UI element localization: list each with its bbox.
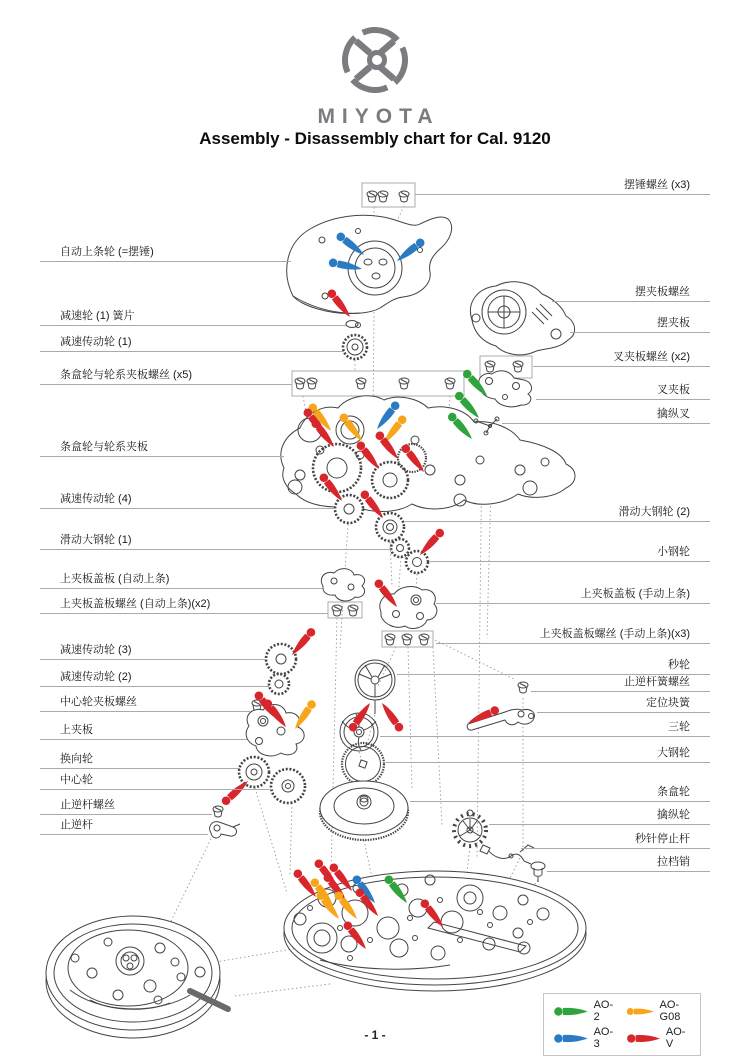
- legend-label: AO-V: [665, 1026, 686, 1050]
- part-label-left: 减速传动轮 (1): [40, 335, 344, 352]
- part-label-right: 止逆杆簧螺丝: [531, 675, 710, 692]
- going-train: [320, 660, 408, 840]
- part-label-right: 擒纵轮: [489, 808, 710, 825]
- part-label-right: 叉夹板螺丝 (x2): [533, 350, 710, 367]
- legend-label: AO-2: [593, 999, 614, 1023]
- part-label-left: 止逆杆螺丝: [40, 798, 212, 815]
- assembled-movement: [46, 916, 228, 1038]
- chart-title: Assembly - Disassembly chart for Cal. 9120: [199, 129, 551, 148]
- part-label-right: 拉档销: [547, 855, 710, 872]
- part-label-right: 三轮: [380, 720, 710, 737]
- part-label-left: 减速传动轮 (4): [40, 492, 336, 509]
- ao-arrow-red: [417, 527, 446, 558]
- part-label-right: 大钢轮: [386, 746, 710, 763]
- part-label-right: 摆锤螺丝 (x3): [415, 178, 710, 195]
- part-label-left: 中心轮夹板螺丝: [40, 695, 251, 712]
- part-label-right: 摆夹板螺丝: [552, 285, 710, 302]
- part-label-right: 秒针停止杆: [521, 832, 710, 849]
- part-label-left: 上夹板盖板 (自动上条): [40, 572, 322, 589]
- part-label-left: 上夹板: [40, 723, 247, 740]
- click-lever: [210, 822, 240, 838]
- part-label-left: 上夹板盖板螺丝 (自动上条)(x2): [40, 597, 328, 614]
- pallet-bridge: [479, 371, 532, 407]
- oil-arrow-icon: [552, 1005, 590, 1018]
- part-label-right: 叉夹板: [536, 383, 710, 400]
- part-label-right: 秒轮: [397, 658, 710, 675]
- balance-bridge: [470, 282, 574, 355]
- reduction-wheel-1: [343, 321, 367, 360]
- part-label-right: 定位块簧: [537, 696, 710, 713]
- part-label-right: 上夹板盖板 (手动上条): [436, 587, 710, 604]
- ao-arrow-red: [289, 626, 317, 657]
- main-plate: [284, 871, 586, 991]
- ao-arrow-red: [378, 701, 404, 734]
- page-number: - 1 -: [364, 1028, 386, 1042]
- part-label-left: 条盒轮与轮系夹板: [40, 440, 284, 457]
- part-label-left: 条盒轮与轮系夹板螺丝 (x5): [40, 368, 292, 385]
- part-label-left: 自动上条轮 (=摆锤): [40, 245, 291, 262]
- oil-legend: [543, 993, 701, 1056]
- part-label-right: 小钢轮: [430, 545, 710, 562]
- part-label-right: 上夹板盖板螺丝 (手动上条)(x3): [436, 627, 710, 644]
- part-label-left: 中心轮: [40, 773, 272, 790]
- part-label-right: 擒纵叉: [502, 407, 710, 424]
- ao-arrow-red: [220, 778, 251, 807]
- brand-text: MIYOTA: [317, 105, 440, 128]
- oil-arrow-icon: [625, 1005, 656, 1018]
- ao-arrow-red: [347, 701, 373, 734]
- part-label-left: 减速轮 (1) 簧片: [40, 309, 346, 326]
- legend-item: [625, 999, 692, 1023]
- part-label-left: 止逆杆: [40, 818, 208, 835]
- part-label-left: 减速传动轮 (2): [40, 670, 269, 687]
- part-label-right: 条盒轮: [410, 785, 710, 802]
- part-label-left: 换向轮: [40, 752, 240, 769]
- keyless-parts: [454, 709, 545, 882]
- rotor: [287, 215, 452, 313]
- legend-item: [552, 999, 619, 1023]
- barrel-train-bridge: [281, 396, 575, 512]
- part-label-left: 滑动大钢轮 (1): [40, 533, 391, 550]
- part-label-left: 减速传动轮 (3): [40, 643, 267, 660]
- cover-plates: [321, 569, 437, 629]
- part-label-right: 摆夹板: [570, 316, 710, 333]
- legend-label: AO-G08: [659, 999, 681, 1023]
- part-label-right: 滑动大钢轮 (2): [405, 505, 710, 522]
- auto-train-parts: [239, 644, 305, 803]
- legend-label: AO-3: [593, 1026, 614, 1050]
